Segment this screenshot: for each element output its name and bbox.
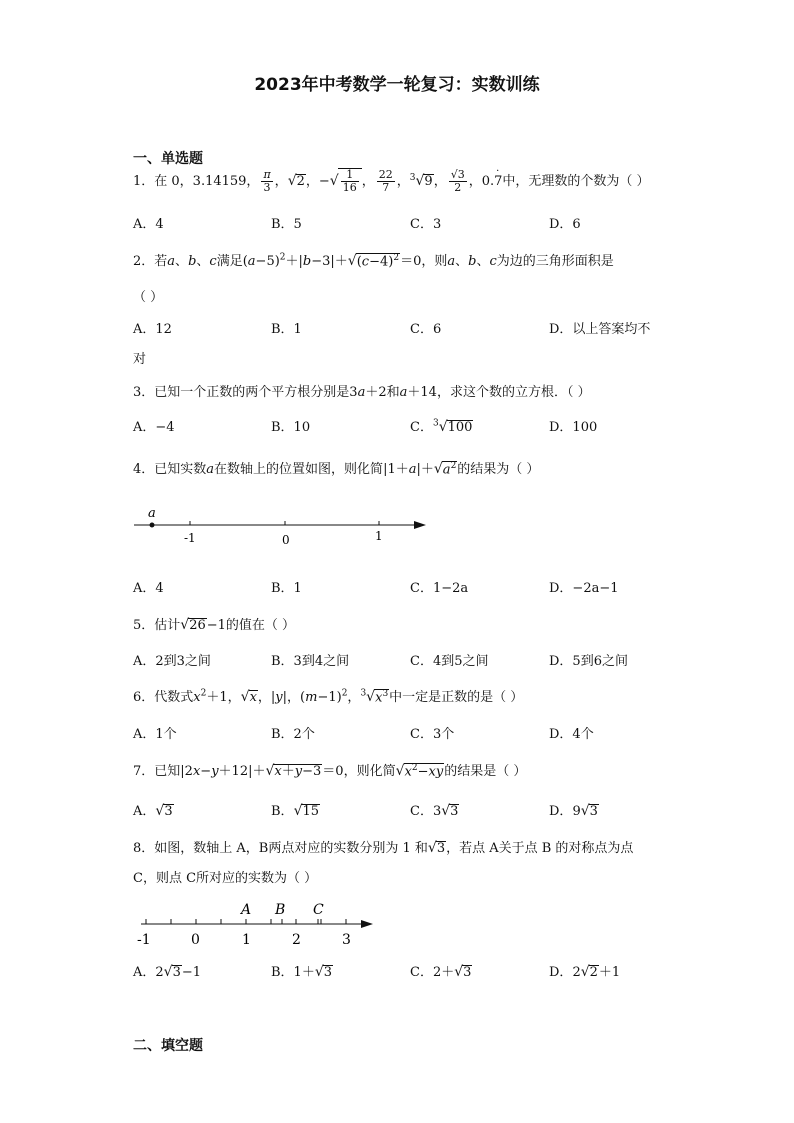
option-d[interactable]: D．−2a−1 bbox=[549, 581, 619, 596]
option-b[interactable]: B．5 bbox=[271, 217, 302, 232]
option-d[interactable]: D．9√3 bbox=[549, 803, 598, 819]
option-b[interactable]: B．√15 bbox=[271, 803, 320, 819]
point-a-dot bbox=[150, 523, 155, 528]
question-2: 2．若a、b、c满足$(a-5)^2+|b-3|+√(c-4)^2=0$，则a、b、c为边的三角形面积是 bbox=[133, 252, 614, 269]
options-q3 bbox=[133, 416, 673, 436]
options-q2 bbox=[133, 318, 673, 338]
tick-label: 2 bbox=[292, 932, 301, 948]
option-c[interactable]: C．$^3$√100 bbox=[410, 418, 473, 435]
option-c[interactable]: C．2＋√3 bbox=[410, 964, 472, 980]
section-single-choice: 一、单选题 bbox=[133, 151, 203, 167]
tick-label: -1 bbox=[137, 932, 151, 948]
option-b[interactable]: B．10 bbox=[271, 420, 311, 435]
option-b[interactable]: B．1 bbox=[271, 581, 302, 596]
number-line-q8 bbox=[133, 898, 378, 950]
point-a-label: A bbox=[241, 902, 252, 918]
option-d[interactable]: D．6 bbox=[549, 217, 581, 232]
option-a[interactable]: A．√3 bbox=[133, 803, 173, 819]
option-d[interactable]: D．100 bbox=[549, 420, 598, 435]
option-a[interactable]: A．4 bbox=[133, 217, 164, 232]
tick-label: 0 bbox=[282, 533, 290, 547]
option-c[interactable]: C．1−2a bbox=[410, 581, 469, 596]
question-5: 5．估计√26−1的值在（ ） bbox=[133, 617, 296, 633]
option-d[interactable]: D．2√2＋1 bbox=[549, 964, 621, 980]
option-d[interactable]: D．5到6之间 bbox=[549, 654, 628, 669]
option-b[interactable]: B．1 bbox=[271, 322, 302, 337]
option-a[interactable]: A．1个 bbox=[133, 727, 177, 742]
tick-label: 0 bbox=[191, 932, 200, 948]
option-d[interactable]: D．以上答案均不 bbox=[549, 322, 651, 337]
option-a[interactable]: A．2到3之间 bbox=[133, 654, 211, 669]
option-c[interactable]: C．4到5之间 bbox=[410, 654, 489, 669]
question-6: 6．代数式$x^2+1$，√x，|y|，$(m-1)^2$，$^3√x^3$中一定是正数的是（ ） bbox=[133, 688, 524, 705]
option-b[interactable]: B．2个 bbox=[271, 727, 315, 742]
options-q8 bbox=[133, 961, 673, 981]
question-4: 4．已知实数a在数轴上的位置如图，则化简$|1+a|+√a^2$的结果为（ ） bbox=[133, 460, 540, 477]
option-a[interactable]: A．4 bbox=[133, 581, 164, 596]
page-title: 2023年中考数学一轮复习：实数训练 bbox=[254, 75, 540, 95]
question-8: 8．如图，数轴上 A，B两点对应的实数分别为 1 和√3，若点 A关于点 B 的对称点为点 bbox=[133, 840, 634, 856]
options-q1 bbox=[133, 213, 673, 233]
question-3: 3．已知一个正数的两个平方根分别是3a＋2和a＋14，求这个数的立方根．（ ） bbox=[133, 385, 591, 400]
option-d-wrap: 对 bbox=[133, 352, 147, 367]
question-2-paren: （ ） bbox=[133, 290, 164, 305]
option-b[interactable]: B．1＋√3 bbox=[271, 964, 333, 980]
point-c-label: C bbox=[313, 902, 324, 918]
option-c[interactable]: C．3√3 bbox=[410, 803, 459, 819]
question-7: 7．已知|2x−y＋12|＋√x＋y−3＝0，则化简$√x^2-xy$的结果是（ ） bbox=[133, 762, 527, 779]
options-q6 bbox=[133, 723, 673, 743]
point-b-label: B bbox=[275, 902, 286, 918]
question-8-line2: C，则点 C所对应的实数为（ ） bbox=[133, 871, 318, 886]
section-fill-blank: 二、填空题 bbox=[133, 1038, 203, 1054]
options-q4 bbox=[133, 577, 673, 597]
option-c[interactable]: C．6 bbox=[410, 322, 442, 337]
option-c[interactable]: C．3 bbox=[410, 217, 442, 232]
option-d[interactable]: D．4个 bbox=[549, 727, 594, 742]
option-b[interactable]: B．3到4之间 bbox=[271, 654, 350, 669]
tick-label: 1 bbox=[375, 529, 383, 543]
tick-label: 3 bbox=[342, 932, 351, 948]
number-line-q4 bbox=[130, 500, 430, 550]
options-q5 bbox=[133, 650, 673, 670]
option-c[interactable]: C．3个 bbox=[410, 727, 455, 742]
question-1: 1．在 0，3.14159， $\frac{\pi}{3}$ ，√2，−√ $\frac{1}{16}$ ， $\frac{22}{7}$ ，$^3$√9， $\frac{√3}{2}$ ，0.7 · 中，无理数的个数为（ ） bbox=[133, 166, 650, 195]
option-a[interactable]: A．12 bbox=[133, 322, 172, 337]
option-a[interactable]: A．−4 bbox=[133, 420, 175, 435]
options-q7 bbox=[133, 800, 673, 820]
tick-label: 1 bbox=[242, 932, 251, 948]
tick-label: -1 bbox=[184, 531, 196, 545]
point-a-label: a bbox=[148, 506, 156, 521]
option-a[interactable]: A．2√3−1 bbox=[133, 964, 202, 980]
